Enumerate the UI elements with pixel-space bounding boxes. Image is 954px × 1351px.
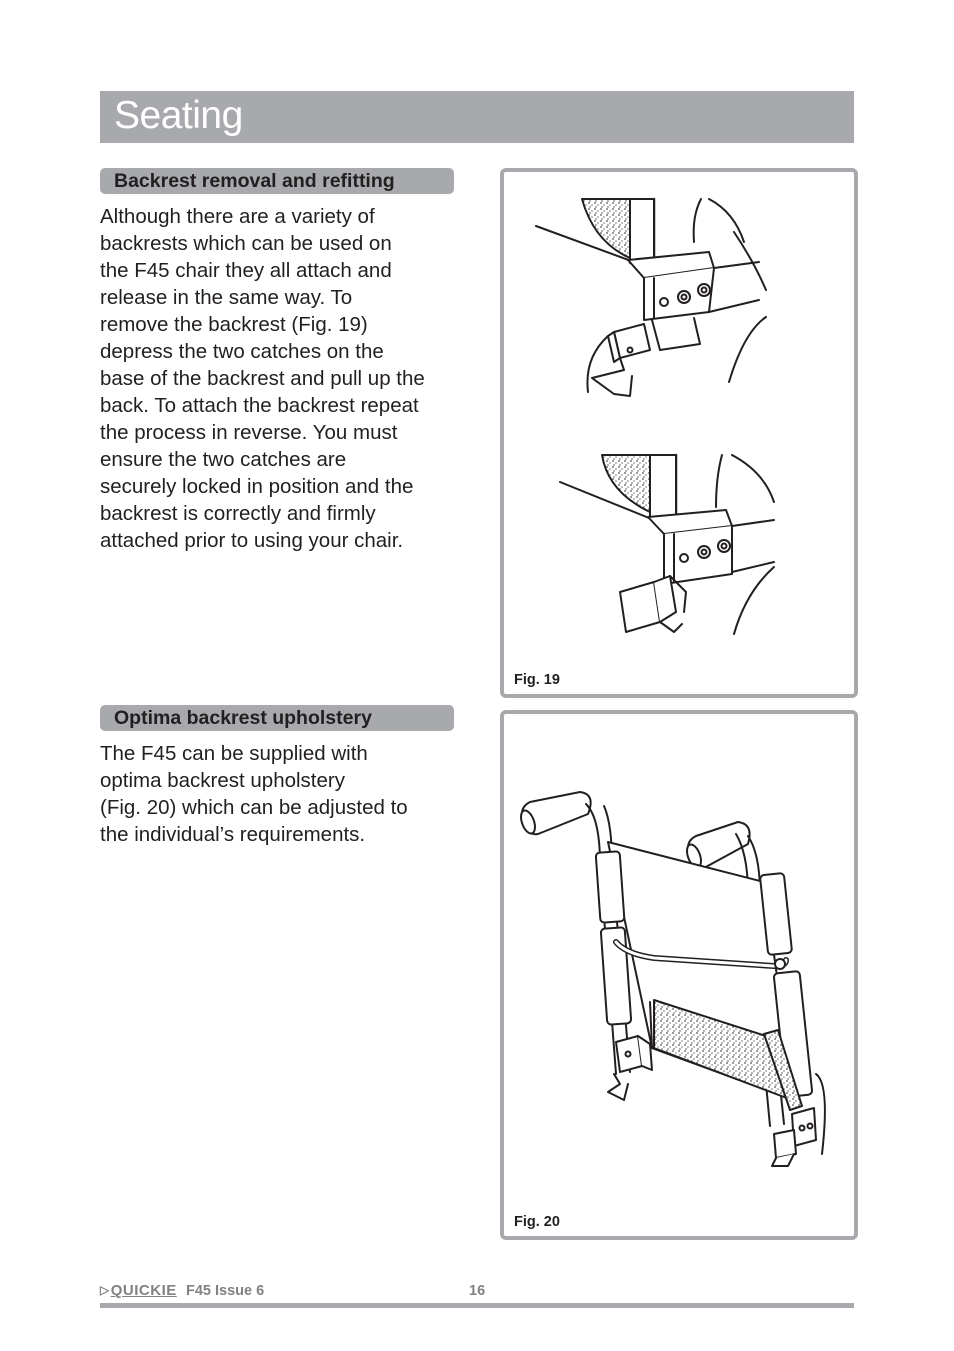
body-line: attached prior to using your chair. [100,529,404,552]
page-number: 16 [469,1283,486,1299]
page-title: Seating [114,94,243,137]
section-heading-label: Optima backrest upholstery [114,707,372,729]
quickie-logo [100,1282,177,1299]
body-line: Although there are a variety of [100,205,375,228]
body-line: the F45 chair they all attach and [100,259,392,282]
section-heading-label: Backrest removal and refitting [114,170,395,192]
body-line: ensure the two catches are [100,448,347,471]
body-line: remove the backrest (Fig. 19) [100,313,368,336]
optima-backrest-illustration [504,714,854,1236]
page-title-bar [100,91,854,143]
brand-name: QUICKIE [110,1282,177,1299]
body-line: backrest is correctly and firmly [100,502,376,525]
section-body-optima-upholstery [100,740,462,848]
body-line: release in the same way. To [100,286,353,309]
body-line: The F45 can be supplied with [100,742,368,765]
body-line: securely locked in position and the [100,475,414,498]
figure-20-caption: Fig. 20 [514,1214,560,1230]
page-footer [100,1282,854,1308]
triangle-icon: ▷ [100,1283,110,1297]
body-line: the process in reverse. You must [100,421,398,444]
section-heading-backrest-removal [100,168,454,194]
body-line: backrests which can be used on [100,232,392,255]
body-line: depress the two catches on the [100,340,384,363]
backrest-catch-illustration [504,172,854,694]
figure-19-caption: Fig. 19 [514,672,560,688]
body-line: base of the backrest and pull up the [100,367,425,390]
figure-19-panel [500,168,858,698]
footer-issue: F45 Issue 6 [186,1283,265,1299]
body-line: back. To attach the backrest repeat [100,394,419,417]
body-line: the individual’s requirements. [100,823,366,846]
figure-20-panel [500,710,858,1240]
section-body-backrest-removal [100,203,462,554]
section-heading-optima-upholstery [100,705,454,731]
body-line: (Fig. 20) which can be adjusted to [100,796,408,819]
body-line: optima backrest upholstery [100,769,345,792]
footer-divider [100,1303,854,1308]
